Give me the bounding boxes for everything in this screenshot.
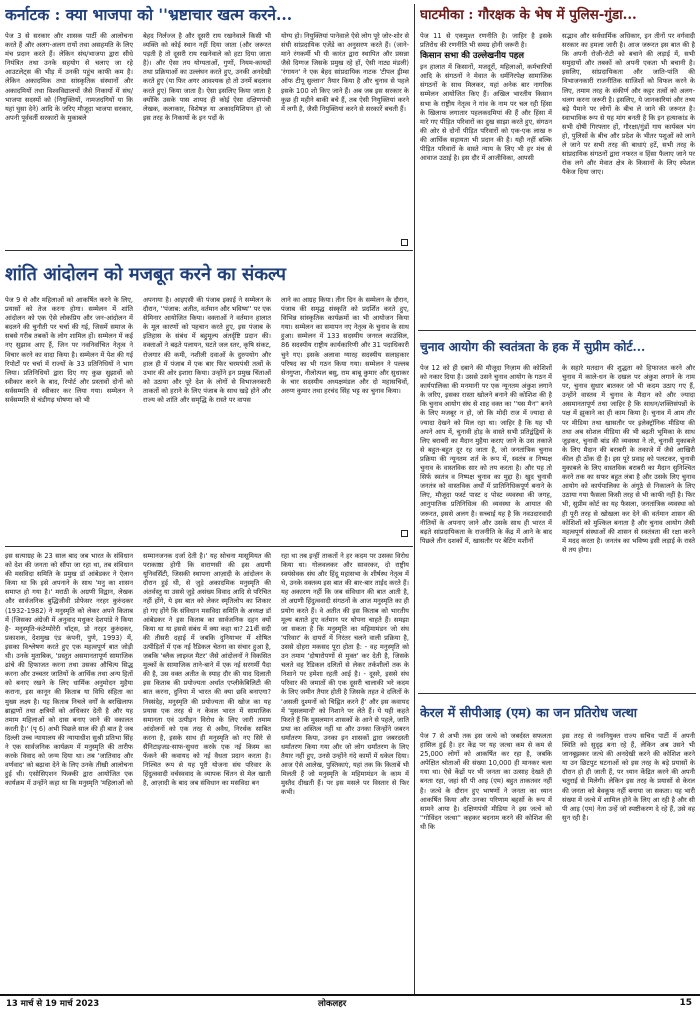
ghatmika-subhead: किसान सभा की उल्लेखनीय पहल	[420, 51, 525, 62]
ghatmika-col-2: सद्भाव और सर्वधार्मिक अधिकार, इन तीनों पर वर्गवादी सरकार का हमला जारी है। आज जरूरत इस बात की है कि अपनी रोजी-रोटी को बचाने की लड़ाई में, सभी समुदायों और तबकों को अपनी एकता भी बचानी है। इसलिए, सांप्रदायिकता और जाति-पांति की विभाजनकारी राजनीतिक साजिशों को विफल करने के लिए, तमाम तरह के संकीर्ण और कट्टर तत्वों को अलग-थलग करना जरूरी है। इसलिए, ये जानकारियां और तथ्य बड़े पैमाने पर लोगों के बीच ले जाने की जरूरत है। स्वाभाविक रूप से यह मांग बनती है कि इन हत्याकांड के सभी दोषी गिरफ्तार हों, गौरक्षा/गुंडों गाय कार्यबल भंग हो, पुलिसों के बीच और प्रदेश के भीतर पशुओं को लाने ले जाने पर सभी तरह की बाधाएं हटें, सभी तरह के सांप्रदायिक संगठनों द्वारा नफरत व हिंसा फैलाए जाने पर रोक लगे और मेवात क्षेत्र के किसानों के लिए स्पेशल पैकेज दिया जाए।	[562, 32, 695, 177]
ghatmika-headline: घाटमीका : गौरक्षक के भेष में पुलिस-गुंडा...	[420, 7, 637, 23]
footer-page-number: 15	[679, 998, 692, 1008]
ghatmika-col-1b-text: इन हालात में किसानों, मजदूरों, महिलाओं, कर्मचारियों आदि के संगठनों ने मेवात के धर्मनिरपेक्ष सामाजिक संगठनों के साथ मिलकर, यहां अनेक बार नागरिक सम्मेलन आयोजित किए हैं। अखिल भारतीय किसान सभा के राष्ट्रीय नेतृत्व ने गांव के नाम पर चल रही हिंसा के खिलाफ लगातार पहलकदमियां की हैं और हिंसा में मारे गए पीड़ित परिवारों का दुख साझा करते हुए, संगठन की ओर से दोनों पीड़ित परिवारों को एक-एक लाख रु की आर्थिक सहायता भी प्रदान की है। यही नहीं बल्कि पीड़ित परिवारों के वास्ते न्याय के लिए भी हर मंच से आवाज उठाई है। इस दौर में आजीविका, आपसी	[420, 63, 552, 163]
shanti-end-mark	[401, 530, 408, 537]
footer-publication: लोकलहर	[318, 999, 347, 1009]
chunav-col-2: के सहारे मतदान की शुद्धता को हिफाजत करने और चुनाव में काले-धन के दखल पर अंकुश लगाने के नाम पर, चुनाव सुधार बातकर जो भी कदम उठाए गए हैं, उन्होंने वास्तव में चुनाव के मैदान को और ज्यादा असमानतापूर्ण तथा जाहिर है कि साधन/शक्तिसंपन्नों के पक्ष में झुकाने का ही काम किया है। चुनाव में आम तौर पर मीडिया तथा खासतौर पर इलेक्ट्रॉनिक मीडिया की तथा अब सोशल मीडिया की भी बढ़ती भूमिका के साथ जुड़कर, चुनावी बांड की व्यवस्था ने तो, चुनावी मुकाबले के लिए मैदान की बराबरी के तकाजे में जैसे आखिरी कील ही ठोंक दी है। इस पूरे प्रवाह को पलटकर, चुनावी मुकाबले के लिए वास्तविक बराबरी का मैदान सुनिश्चित करने तक का सफर बहुत लंबा है और उसके लिए चुनाव आयोग को कार्यपालिका के अंगूठे से निकालने के लिए उठाया गया फैसला किसी तरह से भी काफी नहीं है। फिर भी, सुप्रीम कोर्ट का यह फैसला, जनतांत्रिक व्यवस्था को ही पूरी तरह से खोखला कर देने की वर्तमान शासन की कोशिशों को मुश्किल बनाता है और चुनाव आयोग जैसी महत्वपूर्ण संस्थाओं की शासन से स्वतंत्रता की रक्षा करने में मदद करता है। जनतंत्र का भविष्य इसी लड़ाई के रास्ते से तय होगा।	[562, 364, 695, 554]
karnataka-bottom-rule	[5, 250, 413, 251]
karnataka-col-1: पेज 3 से सरकार और शासक पार्टी की आलोचना करते हैं और अलग-अलग रायों तथा असहमति के लिए मंच प्रदान करते हैं। लेकिन संघ/भाजपा द्वारा सीधे नियंत्रित तथा उनके सहयोग से चलाए जा रहे आउटलेट्स की भीड़ में उनकी पहुंच काफी कम है। लेकिन अकादमिक तथा सांस्कृतिक संस्थानों और अकादमियों तथा विश्वविद्यालयों जैसे निकायों में संघ/भाजपा सदस्यों को (नियुक्तियों, नामजदगियों या कि यहां घुसा देने) आदि के जरिए मौजूदा भाजपा सरकार, अपनी पूर्ववर्ती सरकारों के मुकाबले	[5, 32, 133, 122]
ghatmika-col-1-text: पेज 11 से एकमुश्त रणनीति है। जाहिर है इसके प्रतिरोध की रणनीति भी समग्र होनी जरूरी है।	[420, 32, 552, 50]
karnataka-col-3: योग्य हो। नियुक्तियां पानेवाले ऐसे लोग पूरे जोर-शोर से संघी सांप्रदायिक एजेंडे का अनुसरण करते हैं। (जाने-माने रंगकर्मी भी यी कारंत द्वारा स्थापित और प्रसन्ना जैसे दिग्गज जिसके प्रमुख रहे हों, ऐसी नाट्य मंडली) 'रंगायन' ने एक बेहद सांप्रदायिक नाटक 'टीपल ड्रीम्स ऑफ टीपू सुल्तान' तैयार किया है और चुनाव से पहले इसके 100 शो किए जाने हैं। अब जब इस सरकार के कुछ ही महीने बाकी बचे हैं, तब ऐसी नियुक्तियां करने में लगी है, जैसी नियुक्तियां करने से सरकारें बचती हैं।	[281, 32, 409, 113]
karnataka-end-mark	[401, 239, 408, 246]
manusmriti-col-2: सम्मानजनक दर्जा देती है।' यह सोचना मासूमियत की पराकाष्ठा होगी कि वाराणसी की इस अग्रणी यूनिवर्सिटी, जिसकी स्थापना आज़ादी के आंदोलन के दौरान हुई थी, से जुड़े अकादमिक मनुस्मृति की अंतर्वस्तु या उससे जुड़े असंख्य विवाद आदि से परिचित नहीं होंगे, ये इस बात को लेकर स्मृतिलोप का शिकार हो गए होंगे कि संविधान मसविदा समिति के अध्यक्ष डॉ आंबेडकर ने इस किताब का सार्वजनिक दहन क्यों किया था या इससे संबंध में क्या कहा था? 21वीं सदी की तीसरी दहाई में जबकि दुनियाभर में शोषित उत्पीड़ितों में एक नई रैडिकल चेतना का संचार हुआ है, जबकि 'ब्लैक लाइव्ज मैटर' जैसे आंदोलनों ने विकसित मुल्कों के सामाजिक ताने-बाने में एक नई सरगर्मी पैदा की है, उस वक्त अतीत के स्याह दौर की याद दिलाती इस किताब की प्रयोज्यता अर्थात एप्लीकेबिलिटी की बात करना, दुनिया में भारत की क्या छवि बनाएगा? निस्संदेह, मनुस्मृति की प्रयोज्यता की खोज का यह प्रयास एक तरह से न केवल भारत में सामाजिक समानता एवं उत्पीड़न विरोध के लिए जारी तमाम आंदोलनों को एक तरह से अवैध, निरर्थक साबित करना है, इसके साथ ही मनुस्मृति को नए सिरे से सैनिटाइजड-साफ-सुथरा करके एक नई किस्म का फेंकने की कवायद को नई वैधता प्रदान करता है। निश्चित रूप से यह पूरी योजना संघ परिवार के हिंदुत्ववादी वर्चस्ववाद के व्यापक चिंतन से मेल खाती है, आज़ादी के बाद जब संविधान का मसविदा बन	[143, 552, 271, 788]
page-footer	[0, 996, 700, 1012]
shanti-col-2: अपनाया है। आइएसी की पंजाब इकाई ने सम्मेलन के दौरान, ''पंजाब: अतीत, वर्तमान और भविष्य'' पर एक सेमिनार आयोजित किया। वक्ताओं ने वर्तमान हालात के मूल कारणों को पहचान करते हुए, इस पंजाब के इतिहास के संबंध में बहुमूल्य अंतर्दृष्टि प्रदान की। वक्ताओं ने बढ़ते पलायन, घटते जल स्तर, कृषि संकट, रोजगार की कमी, नशीली दवाओं के दुरुपयोग और हाल ही में पंजाब में एक बार फिर चरमपंथी तत्वों के उभार की ओर इशारा किया। उन्होंने इन प्रमुख चिंताओं को उठाया और पूरे देश के लोगों से विभाजनकारी ताकतों को हराने के लिए पंजाब के साथ खड़े होने और राज्य को शांति और समृद्धि के रास्ते पर वापस	[143, 296, 271, 405]
shanti-bottom-rule	[5, 546, 413, 547]
shanti-col-1: पेज 9 से और महिलाओं को आकर्षित करने के लिए, प्रयासों को तेज करना होगा। सम्मेलन में शांति आंदोलन को एक ऐसे लोकप्रिय और जन-आंदोलन में बदलने की चुनौती पर चर्चा की गई, जिसमें समाज के सबसे गरीब तबकों के लोग शामिल हों। सम्मेलन में कई नए सुझाव आए हैं, जिन पर नवनिर्वाचित नेतृत्व ने विचार करने का वादा किया है। सम्मेलन में पेश की गई रिपोर्टों पर चर्चा में राज्यों के 33 प्रतिनिधियों ने भाग लिया। प्रतिनिधियों द्वारा दिए गए कुछ सुझावों को स्वीकार करने के बाद, रिपोर्ट और प्रस्तावों दोनों को सर्वसम्मति से स्वीकार कर लिया गया। सम्मेलन ने सर्वसम्मति से चंडीगढ़ घोषणा को भी	[5, 296, 133, 405]
footer-date: 13 मार्च से 19 मार्च 2023	[6, 999, 100, 1009]
top-column-divider	[414, 4, 415, 330]
chunav-col-1: पेज 12 को ही दबाने की मौजूदा निज़ाम की कोशिशों को नकार दिया है। उससे उसने चुनाव आयोग के गठन में कार्यपालिका की मनमानी पर एक न्यूनतम अंकुश लगाने के जरिए, इसका रास्ता खोलने बनाने की कोशिश की है कि चुनाव आयोग संघ से शाह वक्त का ''यस मैन'' बनने के लिए मजबूर न हो, जो कि मोदी राज में ज्यादा से ज्यादा देखने को मिल रहा था। जाहिर है कि यह भी अपने आप में, चुनावी होड़ के वास्ते सभी प्रतिद्वंद्वियों के लिए बराबरी का मैदान मुहैया कराए जाने के उस तकाजे से बहुत-बहुत दूर रह जाता है, जो जनतांत्रिक चुनाव प्रक्रिया की न्यूनतम शर्त के रूप में, स्वतंत्र व निष्पक्ष चुनाव के वास्तविक सार को तय करता है। और यह तो सिर्फ स्वतंत्र व निष्पक्ष चुनाव का मुद्दा है। खुद चुनावी जनतंत्र को वास्तविक अर्थों में प्रातिनिधिकपूर्ण बनाने के लिए, मौजूदा फर्स्ट पास्ट द पोस्ट व्यवस्था की जगह, आनुपातिक प्रतिनिधित्व की व्यवस्था के आयात की जरूरत, इससे अलग है। सच्चाई यह है कि नवउदारवादी नीतियों के अपनाए जाने और उसके साथ ही भारत में बढ़ते सांप्रदायिकता के राजनीति के केंद्र में आने के बाद पिछले तीन दशकों में, खासतौर पर बेटिंग मशीनों	[420, 364, 552, 545]
shanti-headline: शांति आंदोलन को मजबूत करने का संकल्प	[5, 264, 286, 285]
karnataka-col-2: बेहद निर्लज्ज है और दूसरी राय रखनेवाले किसी भी व्यक्ति को कोई स्थान नहीं दिया जाता (और जरूरत पड़ती है तो दूसरी राय रखनेवाले को हटा दिया जाता है)। और ऐसा तय योग्यताओं, गुणों, नियम-कायदों तथा प्रक्रियाओं का उल्लंघन करते हुए, उनकी अनदेखी करते हुए (या फिर अगर आवश्यक हो तो उनमें बदलाव करते हुए) किया जाता है। ऐसा इसलिए किया जाता है क्योंकि उसके पास शायद ही कोई ऐसा दक्षिणपंथी लेखक, कलाकार, विशेषज्ञ या अकादमिशियन हो जो इस तरह के निकायों के इन पदों के	[143, 32, 271, 122]
ghatmika-bottom-rule	[418, 330, 696, 331]
ghatmika-col-1	[420, 32, 552, 324]
middle-column-divider	[414, 330, 415, 994]
karnataka-headline: कर्नाटक : क्या भाजपा को ''भ्रष्टाचार खत्म करने...	[5, 5, 293, 24]
chunav-bottom-rule	[418, 693, 696, 694]
kerala-col-1: पेज 7 से अभी तक इस जत्थे को जबर्दस्त सफलता हासिल हुई है। हर केंद्र पर यह जत्था कम से कम से 25,000 लोगों को आकर्षित कर रहा है, जबकि अपेक्षित श्रोताओं की संख्या 10,000 ही मानकर चला गया था। ऐसे केंद्रों पर भी जनता का उत्साह देखते ही बनता रहा, जहां सी पी आइ (एम) बहुत ताकतवर नहीं है। जत्थे के दौरान हुए भाषणों ने जनता का ध्यान आकर्षित किया और उनका परिणाम बहसों के रूप में सामने आया है। दक्षिणपंथी मीडिया ने इस जत्थे को ''गोविंदन जत्था'' कहकर बदनाम करने की कोशिश की थी कि	[420, 732, 552, 831]
manusmriti-col-1: इस सत्याग्रह के 23 साल बाद जब भारत के संविधान को देश की जनता को सौंपा जा रहा था, तब संविधान की मसविदा समिति के प्रमुख डॉ आंबेडकर ने ऐलान किया था कि इसे अपनाने के साथ 'मनु का शासन समाप्त हो गया है।' मराठी के अग्रणी विद्वान, लेखक और सार्वजनिक बुद्धिजीवी प्रोफेसर नरहर कुरुंदकर (1932-1982) ने मनुस्मृति को लेकर अपने किताब में (जिसका अंग्रेजी में अनुवाद मधुकर देशपांडे ने किया है- मनुस्मृति-कंटेम्पोरेरी थॉट्स, प्रो नरहर कुरुंदकर, प्रकाशक, देशमुख एंड कंपनी, पुणे, 1993) में, इसका विश्लेषण करते हुए एक महत्वपूर्ण बात जोड़ी थी। उनके मुताबिक, 'प्रस्तुत असमानतापूर्ण सामाजिक ढांचे की हिफाजत करना तथा उसका औचित्य सिद्ध करना और उच्चतर जातियों के आर्थिक तथा अन्य हितों को बनाए रखने के लिए धार्मिक अनुमोदन मुहैया कराना, इस कानून की किताब या विधि संहिता का मुख्य लक्ष्य है। यह किताब निचले वर्गों के बरखिलाफ ब्राह्मणों तथा क्षत्रियों को अधिकार देती है और यह तमाम महिलाओं को दास बनाए जाने की वकालत करती है।' (पृ 6) अभी पिछले साल की ही बात है जब दिल्ली उच्च न्यायालय की न्यायाधीश सुश्री प्रतिभा सिंह ने एक सार्वजनिक कार्यक्रम में मनुस्मृति की तारीफ करके विवाद को जन्म दिया था। तब 'जातिवाद और वर्णवाद' को बढ़ावा देने के लिए उनके तीखी आलोचना हुई थी। एसोसिएशन फिक्की द्वारा आयोजित एक कार्यक्रम में उन्होंने कहा था कि मनुस्मृति 'महिलाओं को	[5, 552, 133, 788]
shanti-col-3: लाने का आग्रह किया। तीन दिन के सम्मेलन के दौरान, पंजाब की समृद्ध संस्कृति को प्रदर्शित करते हुए, विभिन्न सांस्कृतिक कार्यक्रमों का भी आयोजन किया गया। सम्मेलन का समापन नए नेतृत्व के चुनाव के साथ हुआ। सम्मेलन में 133 सदस्यीय जनरल काउंसिल, 86 सदस्यीय राष्ट्रीय कार्यकारिणी और 31 पदाधिकारी चुने गए। इसके अलावा ग्यारह सदस्यीय सलाहकार परिषद का भी गठन किया गया। सम्मेलन ने पल्लब सेनगुप्ता, नीलोत्पल बसु, राम बाबू कुमार और सुधाकर के चार सदस्यीय अध्यक्षमंडल और दो महासचिवों, अरुण कुमार तथा हरचंद सिंह भट्ट का चुनाव किया।	[281, 296, 409, 395]
manusmriti-col-3: रहा था तब इन्हीं ताकतों ने हर कदम पर उसका विरोध किया था। गोलवलकर और सावरकर, दो राष्ट्रीय स्वयंसेवक संघ और हिंदू महासभा के शीर्षस्थ नेतृत्व में थे, उनके वक्तव्य इस बात की बार-बार ताईद करते हैं। यह अकारण नहीं कि जब संविधान की बात आती है, तो अग्रणी हिंदुत्ववादी संगठनों के आज मनुस्मृति का ही प्रयोग करते हैं। वे अतीत की इस किताब को भारतीय मूल्य बताते हुए वर्तमान पर थोपना चाहते हैं। समझा जा सकता है कि मनुस्मृति का महिमामंडन जो संघ 'परिवार' के दायरों में निरंतर चलने वाली प्रक्रिया है, उससे दोहरा मकसद पूरा होता है: - वह मनुस्मृति को उन तमाम 'दोषारोपणों से मुक्त' कर देती है, जिसके चलते वह रैडिकल दलितों से लेकर तर्कशीलों तक के निशाने पर हमेशा रहती आई है। - दूसरे, इससे संघ परिवार की जमातों की एक दूसरी चालाकी भरे कदम के लिए जमीन तैयार होती है जिसके तहत वे दलितों के 'असली दुश्मनों को चिह्नित करने हैं' और इस कवायद में 'मुसलमानों' को निशाने पर लेते हैं। ये यही कहते फिरते हैं कि मुसलमान शासकों के आने से पहले, जाति प्रथा का अस्तित्व नहीं था और उनका जिन्होंने जबरन धर्मांतरण किया, उनका इन शासकों द्वारा जबरदस्ती धर्मांतरण किया गया और जो लोग धर्मांतरण के लिए तैयार नहीं हुए, उनसे उन्होंने गंदे कामों में धकेल दिया। आज ऐसे आलेख, पुस्तिकाएं, यहां तक कि किताबें भी मिलती हैं जो मनुस्मृति के महिमामंडन के काम में मुस्तैद दीखती हैं। पर इस मसले पर विस्तार से फिर कभी।	[281, 552, 409, 797]
kerala-col-2: इस तरह से नवनियुक्त राज्य सचिव पार्टी में अपनी स्थिति को सुदृढ़ बना रहे हैं, लेकिन अब उसने भी जानबूझकर जत्थे की अनदेखी करने की कोशिश करने या उन छिटपुट घटनाओं को इस तरह के बड़े प्रयासों के दौरान हो ही जाती हैं, पर ध्यान केंद्रित करने की अपनी चतुराई से मिलेगी। लेकिन इस तरह के प्रयासों से केरल की जनता को बेवकूफ नहीं बनाया जा सकता। यह भारी संख्या में जत्थे में शामिल होने के लिए आ रही है और सी पी आइ (एम) नेता उन्हें जो स्पष्टीकरण दे रहे हैं, उसे वह सुन रही है।	[562, 732, 695, 822]
kerala-headline: केरल में सीपीआइ (एम) का जन प्रतिरोध जत्था	[420, 705, 638, 720]
chunav-headline: चुनाव आयोग की स्वतंत्रता के हक में सुप्रीम कोर्ट...	[420, 340, 646, 354]
